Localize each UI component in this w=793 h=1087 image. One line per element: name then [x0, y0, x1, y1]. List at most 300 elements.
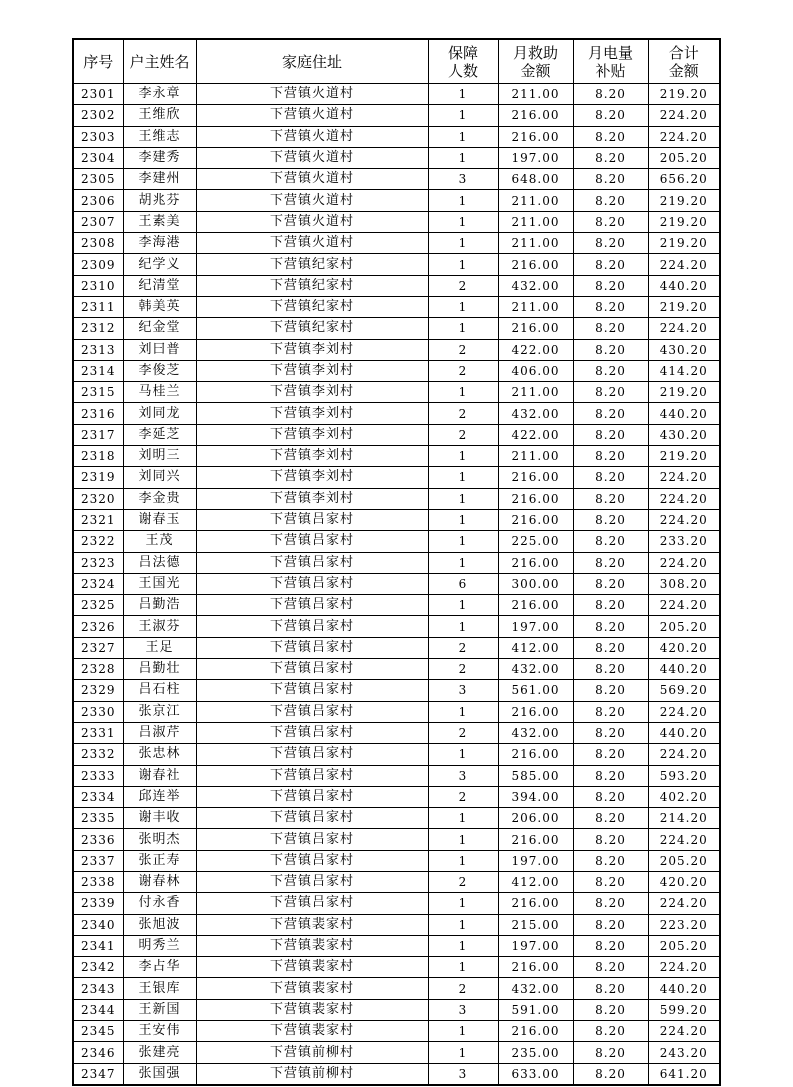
cell-total: 224.20 [648, 829, 720, 850]
cell-total: 414.20 [648, 360, 720, 381]
cell-persons: 2 [428, 871, 498, 892]
cell-no: 2303 [73, 126, 123, 147]
cell-no: 2325 [73, 595, 123, 616]
cell-address: 下营镇纪家村 [196, 254, 428, 275]
header-persons [428, 39, 498, 84]
cell-power: 8.20 [573, 531, 648, 552]
cell-total: 641.20 [648, 1063, 720, 1085]
cell-monthly: 561.00 [498, 680, 573, 701]
table-row [73, 573, 720, 594]
cell-power: 8.20 [573, 126, 648, 147]
cell-monthly: 216.00 [498, 126, 573, 147]
cell-power: 8.20 [573, 999, 648, 1020]
cell-total: 243.20 [648, 1042, 720, 1063]
cell-monthly: 422.00 [498, 339, 573, 360]
cell-persons: 1 [428, 744, 498, 765]
cell-total: 219.20 [648, 190, 720, 211]
cell-monthly: 406.00 [498, 360, 573, 381]
cell-persons: 1 [428, 467, 498, 488]
cell-name: 李延芝 [123, 424, 196, 445]
table-row [73, 957, 720, 978]
cell-address: 下营镇纪家村 [196, 275, 428, 296]
cell-power: 8.20 [573, 659, 648, 680]
cell-address: 下营镇火道村 [196, 105, 428, 126]
table-row [73, 871, 720, 892]
cell-address: 下营镇吕家村 [196, 850, 428, 871]
cell-total: 219.20 [648, 233, 720, 254]
cell-no: 2342 [73, 957, 123, 978]
cell-power: 8.20 [573, 211, 648, 232]
cell-no: 2331 [73, 722, 123, 743]
cell-power: 8.20 [573, 169, 648, 190]
cell-no: 2332 [73, 744, 123, 765]
cell-persons: 3 [428, 999, 498, 1020]
cell-address: 下营镇吕家村 [196, 744, 428, 765]
cell-no: 2339 [73, 893, 123, 914]
cell-monthly: 211.00 [498, 233, 573, 254]
cell-address: 下营镇李刘村 [196, 424, 428, 445]
cell-power: 8.20 [573, 296, 648, 317]
cell-no: 2310 [73, 275, 123, 296]
cell-power: 8.20 [573, 722, 648, 743]
cell-total: 224.20 [648, 318, 720, 339]
cell-address: 下营镇火道村 [196, 190, 428, 211]
cell-total: 402.20 [648, 786, 720, 807]
cell-persons: 2 [428, 978, 498, 999]
cell-no: 2345 [73, 1021, 123, 1042]
cell-power: 8.20 [573, 339, 648, 360]
cell-power: 8.20 [573, 382, 648, 403]
table-row [73, 233, 720, 254]
table-row [73, 105, 720, 126]
cell-name: 王银库 [123, 978, 196, 999]
header-persons-line1: 保障 [447, 43, 478, 62]
cell-monthly: 225.00 [498, 531, 573, 552]
cell-total: 224.20 [648, 105, 720, 126]
cell-address: 下营镇吕家村 [196, 871, 428, 892]
cell-address: 下营镇火道村 [196, 147, 428, 168]
table-row [73, 147, 720, 168]
cell-monthly: 216.00 [498, 254, 573, 275]
cell-power: 8.20 [573, 701, 648, 722]
cell-power: 8.20 [573, 318, 648, 339]
cell-name: 王维志 [123, 126, 196, 147]
cell-persons: 1 [428, 616, 498, 637]
cell-total: 219.20 [648, 446, 720, 467]
cell-total: 224.20 [648, 893, 720, 914]
cell-no: 2301 [73, 84, 123, 105]
cell-persons: 1 [428, 829, 498, 850]
cell-no: 2330 [73, 701, 123, 722]
cell-address: 下营镇火道村 [196, 169, 428, 190]
cell-persons: 1 [428, 296, 498, 317]
cell-power: 8.20 [573, 637, 648, 658]
table-row [73, 424, 720, 445]
cell-name: 明秀兰 [123, 935, 196, 956]
cell-address: 下营镇吕家村 [196, 659, 428, 680]
cell-name: 吕石柱 [123, 680, 196, 701]
cell-no: 2323 [73, 552, 123, 573]
cell-name: 谢春林 [123, 871, 196, 892]
cell-persons: 1 [428, 914, 498, 935]
cell-name: 吕勤壮 [123, 659, 196, 680]
cell-name: 张京江 [123, 701, 196, 722]
cell-name: 谢丰收 [123, 808, 196, 829]
cell-monthly: 211.00 [498, 211, 573, 232]
cell-name: 张明杰 [123, 829, 196, 850]
cell-monthly: 216.00 [498, 595, 573, 616]
cell-address: 下营镇火道村 [196, 84, 428, 105]
cell-name: 谢春社 [123, 765, 196, 786]
cell-power: 8.20 [573, 467, 648, 488]
table-row [73, 829, 720, 850]
cell-name: 谢春玉 [123, 509, 196, 530]
cell-total: 420.20 [648, 637, 720, 658]
cell-monthly: 211.00 [498, 190, 573, 211]
cell-no: 2334 [73, 786, 123, 807]
table-row [73, 595, 720, 616]
cell-monthly: 432.00 [498, 403, 573, 424]
cell-power: 8.20 [573, 935, 648, 956]
table-row [73, 914, 720, 935]
cell-monthly: 216.00 [498, 552, 573, 573]
cell-name: 纪清堂 [123, 275, 196, 296]
header-monthly-line1: 月救助 [512, 43, 558, 62]
table-row [73, 84, 720, 105]
cell-total: 440.20 [648, 275, 720, 296]
header-power-line2: 补贴 [595, 61, 626, 80]
cell-persons: 1 [428, 84, 498, 105]
cell-total: 440.20 [648, 722, 720, 743]
cell-persons: 1 [428, 318, 498, 339]
cell-no: 2319 [73, 467, 123, 488]
cell-monthly: 412.00 [498, 637, 573, 658]
cell-total: 224.20 [648, 509, 720, 530]
cell-total: 430.20 [648, 424, 720, 445]
table-row [73, 296, 720, 317]
cell-persons: 2 [428, 275, 498, 296]
cell-address: 下营镇吕家村 [196, 808, 428, 829]
relief-table [72, 38, 721, 1086]
cell-persons: 3 [428, 1063, 498, 1085]
cell-name: 李俊芝 [123, 360, 196, 381]
cell-name: 王素美 [123, 211, 196, 232]
header-total [648, 39, 720, 84]
cell-power: 8.20 [573, 254, 648, 275]
cell-no: 2316 [73, 403, 123, 424]
cell-address: 下营镇吕家村 [196, 531, 428, 552]
cell-monthly: 585.00 [498, 765, 573, 786]
header-power [573, 39, 648, 84]
table-row [73, 893, 720, 914]
cell-total: 224.20 [648, 467, 720, 488]
cell-persons: 2 [428, 786, 498, 807]
cell-no: 2347 [73, 1063, 123, 1085]
cell-name: 韩美英 [123, 296, 196, 317]
cell-address: 下营镇吕家村 [196, 893, 428, 914]
table-row [73, 1042, 720, 1063]
cell-name: 刘明三 [123, 446, 196, 467]
cell-power: 8.20 [573, 680, 648, 701]
cell-power: 8.20 [573, 360, 648, 381]
cell-persons: 1 [428, 147, 498, 168]
cell-persons: 1 [428, 190, 498, 211]
cell-power: 8.20 [573, 595, 648, 616]
cell-no: 2337 [73, 850, 123, 871]
cell-address: 下营镇前柳村 [196, 1042, 428, 1063]
cell-no: 2329 [73, 680, 123, 701]
table-row [73, 659, 720, 680]
document-page [72, 38, 719, 1086]
cell-persons: 2 [428, 339, 498, 360]
cell-monthly: 211.00 [498, 84, 573, 105]
cell-total: 224.20 [648, 957, 720, 978]
cell-persons: 2 [428, 722, 498, 743]
cell-name: 张国强 [123, 1063, 196, 1085]
cell-monthly: 216.00 [498, 509, 573, 530]
cell-persons: 1 [428, 488, 498, 509]
cell-persons: 1 [428, 701, 498, 722]
cell-persons: 1 [428, 126, 498, 147]
cell-power: 8.20 [573, 786, 648, 807]
cell-power: 8.20 [573, 829, 648, 850]
cell-monthly: 394.00 [498, 786, 573, 807]
cell-power: 8.20 [573, 446, 648, 467]
cell-address: 下营镇吕家村 [196, 552, 428, 573]
cell-name: 王茂 [123, 531, 196, 552]
table-row [73, 446, 720, 467]
cell-persons: 1 [428, 509, 498, 530]
table-row [73, 254, 720, 275]
cell-name: 张旭波 [123, 914, 196, 935]
table-row [73, 637, 720, 658]
table-row [73, 616, 720, 637]
cell-power: 8.20 [573, 190, 648, 211]
table-row [73, 935, 720, 956]
table-row [73, 403, 720, 424]
cell-persons: 1 [428, 850, 498, 871]
cell-no: 2309 [73, 254, 123, 275]
table-row [73, 318, 720, 339]
cell-name: 张忠林 [123, 744, 196, 765]
cell-total: 223.20 [648, 914, 720, 935]
cell-name: 王安伟 [123, 1021, 196, 1042]
cell-power: 8.20 [573, 914, 648, 935]
cell-total: 219.20 [648, 84, 720, 105]
cell-monthly: 216.00 [498, 1021, 573, 1042]
cell-no: 2320 [73, 488, 123, 509]
cell-name: 刘曰普 [123, 339, 196, 360]
cell-no: 2327 [73, 637, 123, 658]
cell-total: 224.20 [648, 701, 720, 722]
cell-power: 8.20 [573, 957, 648, 978]
cell-power: 8.20 [573, 403, 648, 424]
cell-total: 205.20 [648, 935, 720, 956]
cell-total: 440.20 [648, 659, 720, 680]
cell-no: 2313 [73, 339, 123, 360]
cell-no: 2304 [73, 147, 123, 168]
cell-power: 8.20 [573, 1021, 648, 1042]
cell-total: 205.20 [648, 147, 720, 168]
cell-total: 224.20 [648, 1021, 720, 1042]
table-row [73, 722, 720, 743]
cell-name: 李永章 [123, 84, 196, 105]
table-row [73, 531, 720, 552]
cell-address: 下营镇吕家村 [196, 637, 428, 658]
cell-monthly: 216.00 [498, 701, 573, 722]
cell-name: 胡兆芬 [123, 190, 196, 211]
cell-monthly: 216.00 [498, 893, 573, 914]
cell-monthly: 216.00 [498, 957, 573, 978]
cell-persons: 1 [428, 595, 498, 616]
cell-monthly: 211.00 [498, 296, 573, 317]
table-row [73, 552, 720, 573]
cell-address: 下营镇裴家村 [196, 1021, 428, 1042]
cell-power: 8.20 [573, 424, 648, 445]
cell-address: 下营镇李刘村 [196, 446, 428, 467]
table-row [73, 126, 720, 147]
cell-address: 下营镇李刘村 [196, 339, 428, 360]
cell-address: 下营镇裴家村 [196, 935, 428, 956]
header-total-line2: 金额 [668, 61, 699, 80]
cell-monthly: 211.00 [498, 446, 573, 467]
cell-address: 下营镇李刘村 [196, 360, 428, 381]
cell-monthly: 216.00 [498, 744, 573, 765]
cell-monthly: 216.00 [498, 488, 573, 509]
cell-no: 2312 [73, 318, 123, 339]
cell-persons: 1 [428, 808, 498, 829]
cell-address: 下营镇李刘村 [196, 467, 428, 488]
cell-persons: 1 [428, 446, 498, 467]
table-row [73, 786, 720, 807]
cell-address: 下营镇吕家村 [196, 829, 428, 850]
header-total-line1: 合计 [668, 43, 699, 62]
cell-address: 下营镇纪家村 [196, 318, 428, 339]
cell-total: 224.20 [648, 254, 720, 275]
cell-monthly: 216.00 [498, 105, 573, 126]
cell-persons: 3 [428, 765, 498, 786]
cell-monthly: 197.00 [498, 616, 573, 637]
table-header-row [73, 39, 720, 84]
cell-power: 8.20 [573, 1063, 648, 1085]
cell-no: 2341 [73, 935, 123, 956]
cell-no: 2307 [73, 211, 123, 232]
table-row [73, 169, 720, 190]
cell-address: 下营镇裴家村 [196, 978, 428, 999]
cell-total: 569.20 [648, 680, 720, 701]
cell-name: 王新国 [123, 999, 196, 1020]
cell-power: 8.20 [573, 616, 648, 637]
cell-persons: 2 [428, 659, 498, 680]
table-row [73, 999, 720, 1020]
cell-address: 下营镇李刘村 [196, 382, 428, 403]
cell-no: 2306 [73, 190, 123, 211]
table-row [73, 360, 720, 381]
cell-address: 下营镇吕家村 [196, 765, 428, 786]
cell-monthly: 422.00 [498, 424, 573, 445]
cell-address: 下营镇吕家村 [196, 680, 428, 701]
cell-address: 下营镇裴家村 [196, 957, 428, 978]
cell-total: 440.20 [648, 403, 720, 424]
table-row [73, 190, 720, 211]
cell-no: 2340 [73, 914, 123, 935]
header-address: 家庭住址 [196, 39, 428, 84]
cell-monthly: 300.00 [498, 573, 573, 594]
cell-persons: 1 [428, 254, 498, 275]
cell-monthly: 432.00 [498, 722, 573, 743]
cell-total: 308.20 [648, 573, 720, 594]
cell-name: 马桂兰 [123, 382, 196, 403]
cell-no: 2324 [73, 573, 123, 594]
cell-name: 王维欣 [123, 105, 196, 126]
cell-address: 下营镇吕家村 [196, 573, 428, 594]
cell-power: 8.20 [573, 871, 648, 892]
cell-no: 2335 [73, 808, 123, 829]
cell-power: 8.20 [573, 978, 648, 999]
header-no: 序号 [73, 39, 123, 84]
cell-name: 刘同龙 [123, 403, 196, 424]
cell-persons: 1 [428, 531, 498, 552]
cell-name: 王淑芬 [123, 616, 196, 637]
cell-monthly: 432.00 [498, 275, 573, 296]
cell-total: 656.20 [648, 169, 720, 190]
cell-monthly: 432.00 [498, 659, 573, 680]
cell-name: 付永香 [123, 893, 196, 914]
cell-power: 8.20 [573, 147, 648, 168]
cell-name: 王国光 [123, 573, 196, 594]
cell-name: 李海港 [123, 233, 196, 254]
table-row [73, 850, 720, 871]
cell-persons: 1 [428, 105, 498, 126]
table-row [73, 211, 720, 232]
cell-address: 下营镇吕家村 [196, 616, 428, 637]
cell-name: 吕法德 [123, 552, 196, 573]
cell-no: 2338 [73, 871, 123, 892]
cell-no: 2302 [73, 105, 123, 126]
cell-persons: 2 [428, 637, 498, 658]
cell-total: 599.20 [648, 999, 720, 1020]
table-row [73, 339, 720, 360]
cell-no: 2328 [73, 659, 123, 680]
cell-address: 下营镇火道村 [196, 211, 428, 232]
table-row [73, 1021, 720, 1042]
cell-name: 李建秀 [123, 147, 196, 168]
cell-persons: 1 [428, 233, 498, 254]
header-power-line1: 月电量 [587, 43, 633, 62]
cell-persons: 2 [428, 360, 498, 381]
cell-persons: 1 [428, 935, 498, 956]
cell-monthly: 197.00 [498, 147, 573, 168]
cell-name: 李建州 [123, 169, 196, 190]
table-row [73, 808, 720, 829]
cell-total: 205.20 [648, 850, 720, 871]
cell-total: 233.20 [648, 531, 720, 552]
cell-address: 下营镇吕家村 [196, 701, 428, 722]
cell-name: 张正寿 [123, 850, 196, 871]
cell-no: 2314 [73, 360, 123, 381]
table-row [73, 744, 720, 765]
cell-persons: 6 [428, 573, 498, 594]
table-body [73, 84, 720, 1085]
cell-no: 2318 [73, 446, 123, 467]
cell-total: 430.20 [648, 339, 720, 360]
cell-monthly: 197.00 [498, 935, 573, 956]
cell-power: 8.20 [573, 808, 648, 829]
cell-monthly: 216.00 [498, 829, 573, 850]
header-monthly-line2: 金额 [520, 61, 551, 80]
cell-total: 224.20 [648, 552, 720, 573]
cell-monthly: 197.00 [498, 850, 573, 871]
